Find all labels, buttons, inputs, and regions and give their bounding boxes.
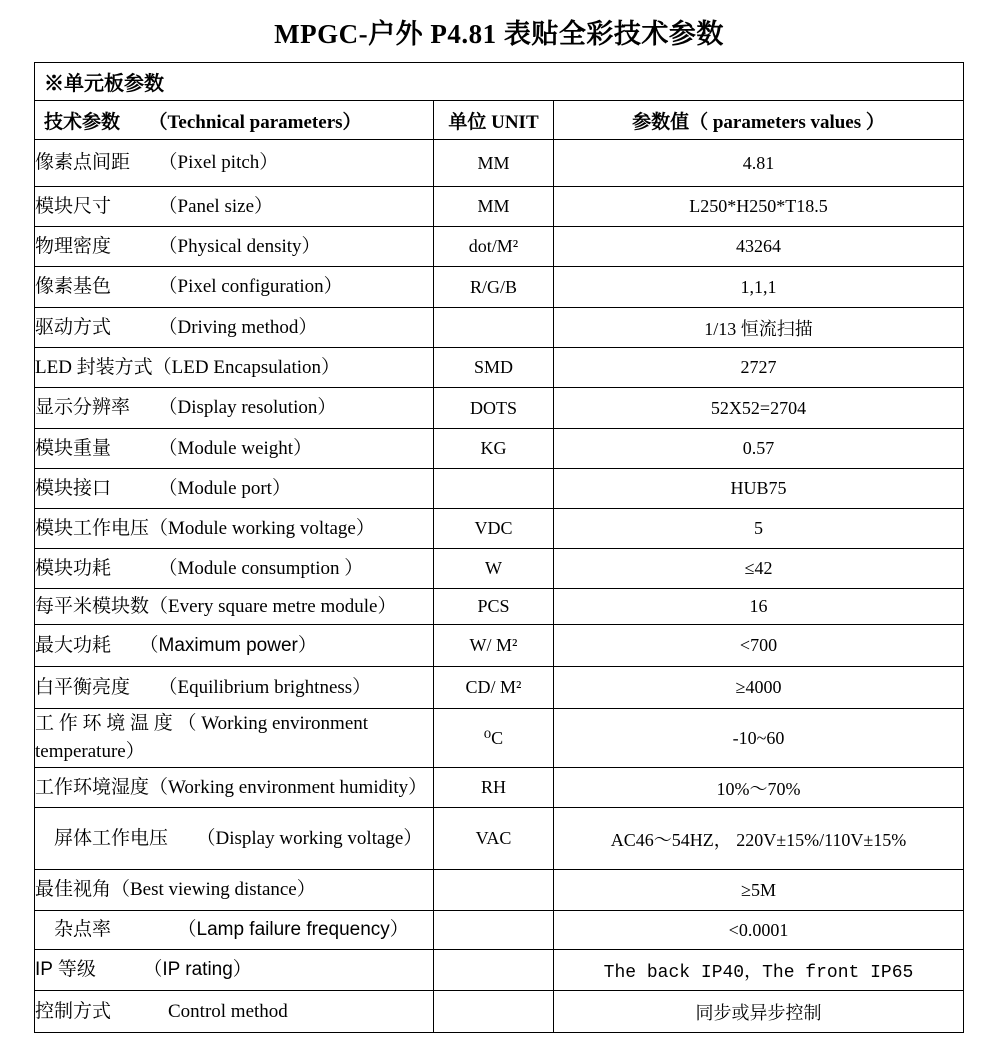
table-row [35, 429, 964, 469]
param-value-cell: ≥4000 [554, 667, 964, 709]
param-value-cell: 2727 [554, 348, 964, 388]
param-value-cell: 同步或异步控制 [554, 991, 964, 1033]
param-label-cell: 显示分辨率 （Display resolution） [35, 388, 434, 429]
param-label-cell: 白平衡亮度 （Equilibrium brightness） [35, 667, 434, 709]
table-row [35, 469, 964, 509]
param-unit-cell: SMD [434, 348, 554, 388]
table-row [35, 808, 964, 870]
param-label-cell: 模块尺寸 （Panel size） [35, 187, 434, 227]
param-unit-cell: ⁰C [434, 709, 554, 768]
param-label-cell: 像素基色 （Pixel configuration） [35, 267, 434, 308]
param-label-cell: 物理密度 （Physical density） [35, 227, 434, 267]
param-unit-cell [434, 308, 554, 348]
section-header-row [35, 63, 964, 101]
param-value-cell: ≤42 [554, 549, 964, 589]
param-value-cell: ≥5M [554, 870, 964, 911]
param-label-cell: 最大功耗 （Maximum power） [35, 625, 434, 667]
param-label-cell: 模块接口 （Module port） [35, 469, 434, 509]
param-value-cell: <0.0001 [554, 911, 964, 950]
param-unit-cell: VDC [434, 509, 554, 549]
column-header-parameter-values: 参数值（ parameters values ） [554, 101, 964, 140]
table-row [35, 549, 964, 589]
param-value-cell: HUB75 [554, 469, 964, 509]
param-value-cell: 10%～70% [554, 768, 964, 808]
param-label-cell: 驱动方式 （Driving method） [35, 308, 434, 348]
param-label-cell: 模块功耗 （Module consumption ） [35, 549, 434, 589]
table-row [35, 509, 964, 549]
param-value-cell: L250*H250*T18.5 [554, 187, 964, 227]
param-unit-cell: MM [434, 187, 554, 227]
param-unit-cell: dot/M² [434, 227, 554, 267]
table-row [35, 589, 964, 625]
param-label-cell: 像素点间距 （Pixel pitch） [35, 140, 434, 187]
param-unit-cell [434, 469, 554, 509]
page-title: MPGC-户外 P4.81 表贴全彩技术参数 [274, 19, 724, 49]
table-header-row [35, 101, 964, 140]
parameters-table [34, 62, 964, 1033]
param-value-cell: The back IP40，The front IP65 [554, 950, 964, 991]
param-label-cell: 工作环境湿度（Working environment humidity） [35, 768, 434, 808]
param-unit-cell: R/G/B [434, 267, 554, 308]
param-label-cell: LED 封装方式（LED Encapsulation） [35, 348, 434, 388]
param-value-cell: 0.57 [554, 429, 964, 469]
param-unit-cell: MM [434, 140, 554, 187]
param-value-cell: 52X52=2704 [554, 388, 964, 429]
param-label-cell: 最佳视角（Best viewing distance） [35, 870, 434, 911]
table-row [35, 348, 964, 388]
param-unit-cell [434, 870, 554, 911]
param-label-cell: 每平米模块数（Every square metre module） [35, 589, 434, 625]
table-row [35, 950, 964, 991]
table-row [35, 625, 964, 667]
param-label-cell: 工 作 环 境 温 度 （ Working environment temperature） [35, 709, 434, 768]
column-header-unit: 单位 UNIT [434, 101, 554, 140]
param-value-cell: 1,1,1 [554, 267, 964, 308]
param-value-cell: 5 [554, 509, 964, 549]
param-unit-cell: CD/ M² [434, 667, 554, 709]
table-row [35, 991, 964, 1033]
param-unit-cell: W [434, 549, 554, 589]
param-value-cell: 43264 [554, 227, 964, 267]
param-unit-cell: DOTS [434, 388, 554, 429]
param-unit-cell [434, 911, 554, 950]
column-header-technical-parameters: 技术参数 （Technical parameters） [35, 101, 434, 140]
param-unit-cell: PCS [434, 589, 554, 625]
param-value-cell: 1/13 恒流扫描 [554, 308, 964, 348]
param-unit-cell [434, 950, 554, 991]
param-value-cell: <700 [554, 625, 964, 667]
param-value-cell: -10~60 [554, 709, 964, 768]
table-row [35, 388, 964, 429]
table-row [35, 140, 964, 187]
table-row [35, 709, 964, 768]
param-label-cell: 杂点率 （Lamp failure frequency） [35, 911, 434, 950]
param-label-cell: 控制方式 Control method [35, 991, 434, 1033]
param-value-cell: 4.81 [554, 140, 964, 187]
param-unit-cell: RH [434, 768, 554, 808]
table-row [35, 667, 964, 709]
param-value-cell: 16 [554, 589, 964, 625]
table-row [35, 267, 964, 308]
param-value-cell: AC46～54HZ， 220V±15%/110V±15% [554, 808, 964, 870]
section-header: ※单元板参数 [35, 63, 964, 101]
table-row [35, 768, 964, 808]
param-unit-cell: W/ M² [434, 625, 554, 667]
param-label-cell: 模块重量 （Module weight） [35, 429, 434, 469]
param-label-cell: 模块工作电压（Module working voltage） [35, 509, 434, 549]
param-label-cell: IP 等级 （IP rating） [35, 950, 434, 991]
table-row [35, 870, 964, 911]
table-row [35, 187, 964, 227]
param-unit-cell [434, 991, 554, 1033]
table-row [35, 227, 964, 267]
param-label-cell: 屏体工作电压 （Display working voltage） [35, 808, 434, 870]
param-unit-cell: KG [434, 429, 554, 469]
param-unit-cell: VAC [434, 808, 554, 870]
table-row [35, 911, 964, 950]
table-row [35, 308, 964, 348]
